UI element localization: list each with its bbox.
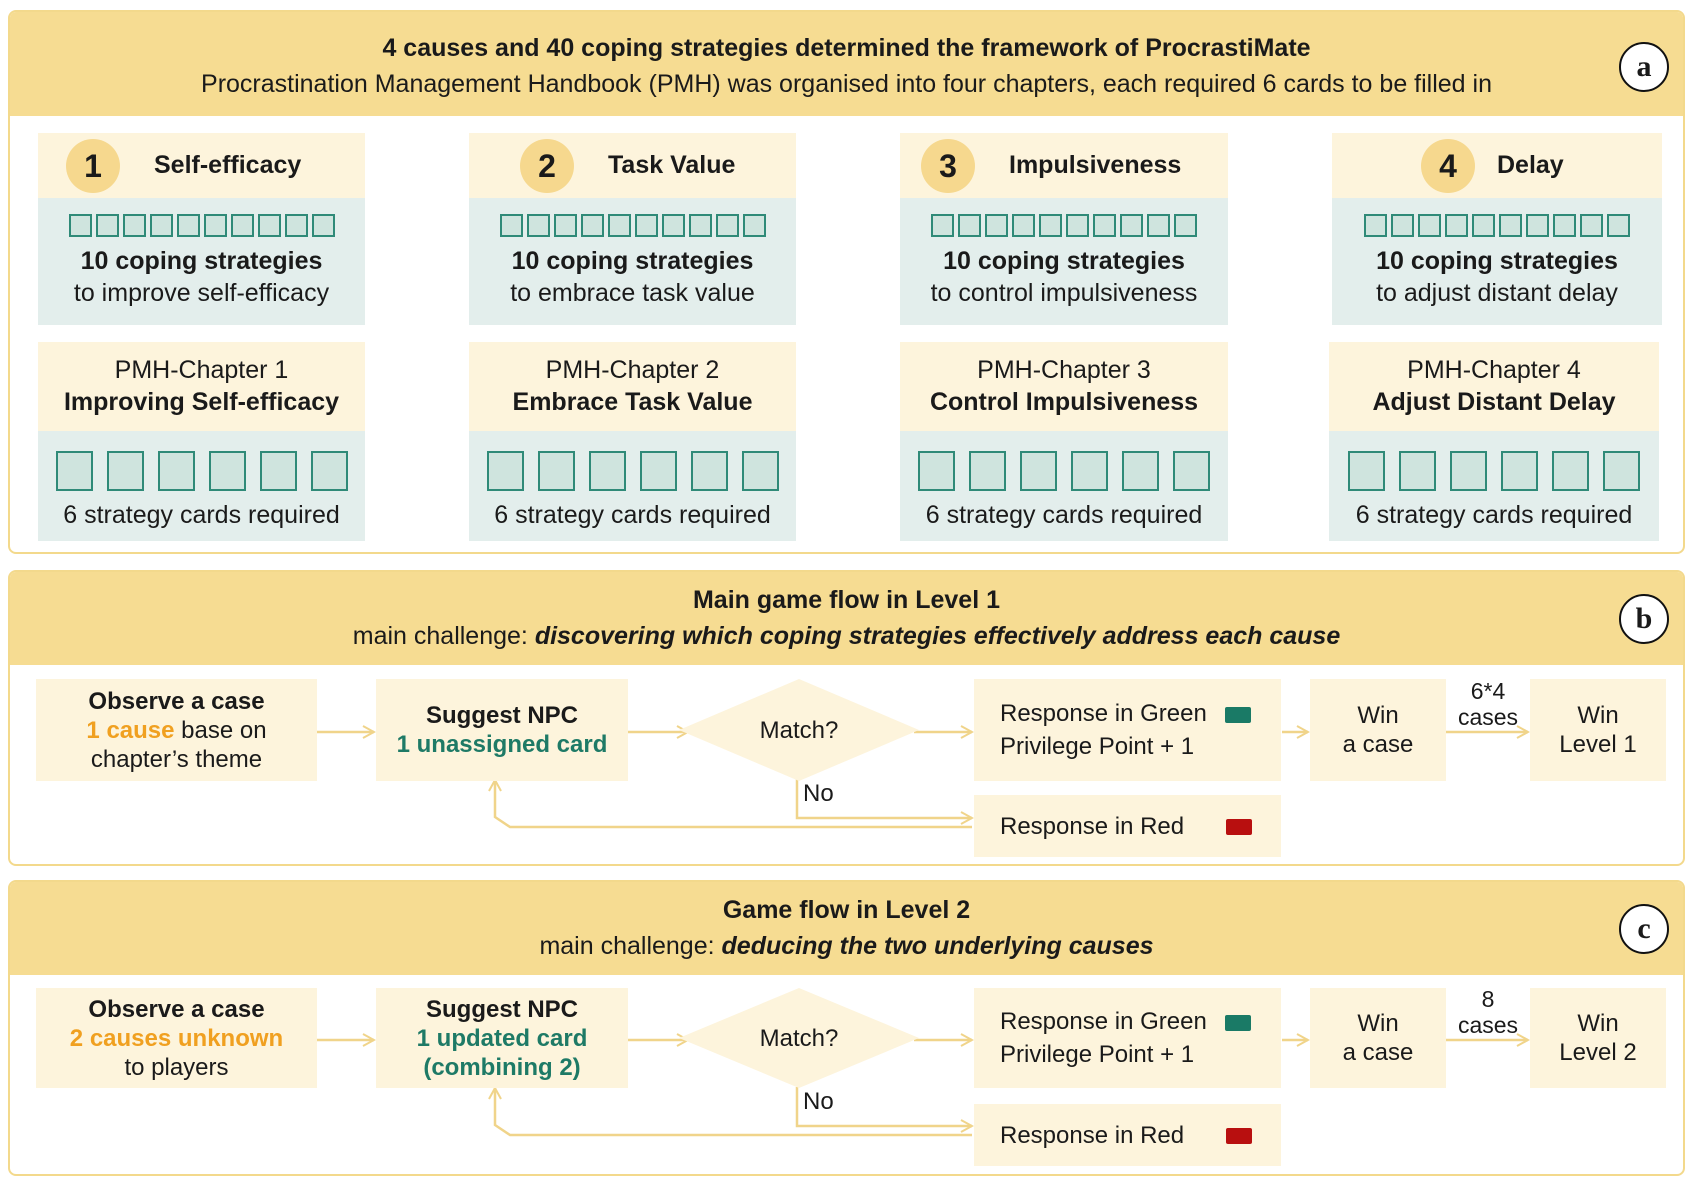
suggest-card-c: 1 updated card (416, 1024, 588, 1052)
suggest-title-c: Suggest NPC (425, 995, 578, 1023)
panel-a-title: 4 causes and 40 coping strategies determined the framework of ProcrastiMate (382, 34, 1311, 62)
cause-header-2 (469, 133, 796, 198)
observe-highlight-c: 2 causes unknown (69, 1024, 284, 1052)
chapter-title-4: Adjust Distant Delay (1372, 388, 1616, 416)
green-line1-c: Response in Green (1000, 1007, 1251, 1036)
strategies-desc-4: to adjust distant delay (1376, 279, 1618, 307)
cases-line2-b: cases (1457, 704, 1519, 730)
cause-name-3: Impulsiveness (1009, 151, 1182, 179)
strategies-desc-2: to embrace task value (510, 279, 755, 307)
strategies-count-1: 10 coping strategies (80, 247, 323, 275)
observe-case-c (36, 988, 317, 1088)
win-level-line2-c: Level 2 (1559, 1039, 1637, 1066)
panel-b-title: Main game flow in Level 1 (692, 586, 1001, 614)
cases-line1-c: 8 (1481, 986, 1495, 1012)
panel-b-badge: b (1619, 594, 1669, 644)
cause-header-3 (900, 133, 1228, 198)
response-red-b (974, 795, 1281, 857)
panel-a-subtitle: Procrastination Management Handbook (PMH) was organised into four chapters, each required 6 cards to be filled in (201, 70, 1492, 98)
green-line1-b: Response in Green (1000, 699, 1251, 728)
cards-required-1: 6 strategy cards required (63, 501, 340, 529)
chapter-label-4: PMH-Chapter 4 (1407, 356, 1581, 384)
strategy-squares-2 (469, 214, 796, 237)
win-level-line2-b: Level 1 (1559, 731, 1637, 758)
card-squares-3 (900, 451, 1228, 491)
no-label-b: No (803, 780, 834, 807)
suggest-npc-b (376, 679, 628, 781)
win-level-line1-b: Win (1577, 702, 1619, 729)
panel-b-subtitle: main challenge: discovering which coping strategies effectively address each cause (352, 622, 1341, 650)
win-level-line1-c: Win (1577, 1010, 1619, 1037)
cause-number-2: 2 (520, 139, 574, 193)
strategies-desc-1: to improve self-efficacy (73, 279, 330, 307)
win-level-b (1530, 679, 1666, 781)
strategies-count-4: 10 coping strategies (1376, 247, 1618, 275)
win-level-c (1530, 988, 1666, 1088)
card-squares-2 (469, 451, 796, 491)
chapter-label-3: PMH-Chapter 3 (977, 356, 1151, 384)
red-chip-b (1226, 819, 1252, 835)
cases-line1-b: 6*4 (1470, 678, 1506, 704)
chapter-box-2 (469, 342, 796, 431)
green-chip-c (1225, 1015, 1251, 1031)
cause-number-4: 4 (1421, 139, 1475, 193)
green-line2-c: Privilege Point + 1 (1000, 1041, 1195, 1068)
cause-name-4: Delay (1497, 151, 1564, 179)
cases-count-b (1446, 678, 1530, 730)
cause-name-1: Self-efficacy (154, 151, 302, 179)
observe-line2-b: 1 cause base on (86, 716, 267, 744)
suggest-card-b: 1 unassigned card (396, 731, 608, 758)
strategies-count-3: 10 coping strategies (943, 247, 1185, 275)
panel-a (8, 10, 1685, 554)
response-green-c (974, 988, 1281, 1088)
observe-line3-c: to players (124, 1053, 229, 1081)
win-case-line1-c: Win (1357, 1010, 1399, 1037)
chapter-label-2: PMH-Chapter 2 (545, 356, 720, 384)
strategies-desc-3: to control impulsiveness (930, 279, 1198, 307)
chapter-box-3 (900, 342, 1228, 431)
cards-required-4: 6 strategy cards required (1355, 501, 1633, 529)
chapter-title-2: Embrace Task Value (512, 388, 753, 416)
chapter-box-4 (1329, 342, 1659, 431)
suggest-combine-c: (combining 2) (423, 1053, 581, 1081)
win-case-b (1310, 679, 1446, 781)
panel-c-badge: c (1619, 904, 1669, 954)
match-label-b: Match? (759, 716, 839, 744)
response-green-b (974, 679, 1281, 781)
red-chip-c (1226, 1128, 1252, 1144)
panel-a-badge: a (1619, 42, 1669, 92)
card-squares-1 (38, 451, 365, 491)
cards-box-4 (1329, 431, 1659, 541)
observe-line3-b: chapter’s theme (90, 745, 263, 773)
cases-count-c (1446, 986, 1530, 1038)
strategies-box-2 (469, 198, 796, 325)
red-label-c: Response in Red (1000, 1121, 1185, 1149)
card-squares-4 (1329, 451, 1659, 491)
cards-required-3: 6 strategy cards required (925, 501, 1203, 529)
cause-name-2: Task Value (608, 151, 736, 179)
panel-c (8, 880, 1685, 1176)
win-case-line2-b: a case (1342, 731, 1414, 758)
observe-title-c: Observe a case (88, 995, 265, 1023)
win-case-line1-b: Win (1357, 702, 1399, 729)
win-case-line2-c: a case (1342, 1039, 1414, 1066)
strategy-squares-4 (1332, 214, 1662, 237)
strategies-box-4 (1332, 198, 1662, 325)
green-chip-b (1225, 707, 1251, 723)
strategies-box-3 (900, 198, 1228, 325)
panel-c-subtitle: main challenge: deducing the two underlying causes (539, 932, 1154, 960)
panel-c-title: Game flow in Level 2 (722, 896, 971, 924)
chapter-title-1: Improving Self-efficacy (63, 388, 340, 416)
observe-title-b: Observe a case (88, 687, 265, 715)
red-label-b: Response in Red (1000, 812, 1185, 840)
cards-required-2: 6 strategy cards required (494, 501, 771, 529)
cases-line2-c: cases (1457, 1012, 1519, 1038)
strategies-count-2: 10 coping strategies (511, 247, 754, 275)
cause-header-1 (38, 133, 365, 198)
suggest-npc-c (376, 988, 628, 1088)
observe-case-b (36, 679, 317, 781)
panel-a-header (10, 12, 1683, 116)
cards-box-3 (900, 431, 1228, 541)
chapter-label-1: PMH-Chapter 1 (114, 356, 289, 384)
cards-box-1 (38, 431, 365, 541)
response-red-c (974, 1104, 1281, 1166)
panel-b (8, 570, 1685, 866)
cause-header-4 (1332, 133, 1662, 198)
win-case-c (1310, 988, 1446, 1088)
match-label-c: Match? (759, 1024, 839, 1052)
strategies-box-1 (38, 198, 365, 325)
cause-number-3: 3 (921, 139, 975, 193)
chapter-title-3: Control Impulsiveness (929, 388, 1199, 416)
strategy-squares-3 (900, 214, 1228, 237)
strategy-squares-1 (38, 214, 365, 237)
chapter-box-1 (38, 342, 365, 431)
no-label-c: No (803, 1088, 834, 1115)
observe-highlight-b: 1 cause (86, 716, 175, 744)
green-line2-b: Privilege Point + 1 (1000, 733, 1195, 760)
suggest-title-b: Suggest NPC (425, 702, 578, 729)
cause-number-1: 1 (66, 139, 120, 193)
cards-box-2 (469, 431, 796, 541)
